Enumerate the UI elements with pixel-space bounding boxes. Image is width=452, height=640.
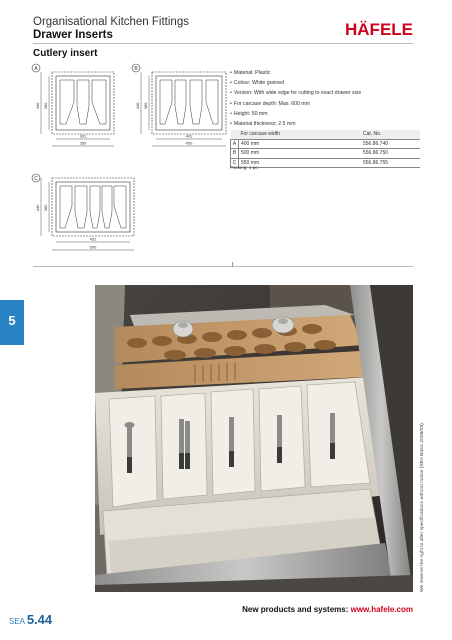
sketch-a-outer-height: 440	[35, 102, 40, 110]
spec-item: • For carcase depth: Max. 600 mm	[230, 99, 361, 109]
page-prefix: SEA	[9, 617, 25, 626]
spec-item: • Version: With wide edge for cutting to exact drawer size	[230, 88, 361, 98]
spec-item: • Height: 50 mm	[230, 109, 361, 119]
sketch-b-inner-height: 380	[143, 102, 148, 110]
sketch-c-outer-width: 500	[89, 244, 97, 250]
table-row-width: 400 mm	[239, 139, 362, 149]
section-divider	[33, 266, 413, 267]
table-row	[231, 149, 421, 159]
brand-logo	[345, 18, 415, 40]
table-row-width: 550 mm	[239, 158, 362, 168]
table-header-width: For carcase width	[239, 130, 362, 139]
product-photo	[95, 285, 413, 592]
table-row-symbol: B	[231, 149, 239, 159]
table-header-row	[231, 130, 421, 139]
sketch-b-outer-width: 450	[185, 140, 193, 146]
sketch-a-label: A	[34, 66, 38, 72]
spec-item: • Colour: White grained	[230, 78, 361, 88]
section-title: Cutlery insert	[33, 48, 98, 59]
order-table	[230, 130, 420, 168]
sketch-b-label: B	[134, 66, 138, 72]
footer-tagline-text: New products and systems:	[242, 605, 349, 614]
spec-item: • Material thickness: 2.5 mm	[230, 119, 361, 129]
sketch-a-inner-height: 380	[43, 102, 48, 110]
sketch-c-outer-height: 440	[35, 204, 40, 212]
header-category: Organisational Kitchen Fittings	[33, 16, 189, 28]
header-divider	[33, 43, 413, 44]
sketch-a-inner-width: 301	[79, 133, 87, 139]
header-title: Drawer Inserts	[33, 29, 113, 41]
footer-tagline	[242, 605, 413, 614]
footer-url[interactable]: www.hafele.com	[350, 605, 413, 614]
packing-note: Packing: 1 pc.	[230, 165, 259, 170]
table-row-symbol: A	[231, 139, 239, 149]
sketch-c	[30, 172, 140, 262]
table-header-cat: Cat. No.	[361, 130, 420, 139]
sketch-b	[130, 62, 230, 152]
sketch-c-inner-width: 451	[89, 236, 97, 242]
table-row-cat: 556.86.755	[361, 158, 420, 168]
sketch-a-outer-width: 350	[79, 140, 87, 146]
page-value: 5.44	[26, 612, 53, 627]
spec-list	[230, 68, 361, 129]
sketch-c-inner-height: 380	[43, 204, 48, 212]
brand-logo-text: HÄFELE	[345, 20, 413, 39]
table-row-symbol: C	[231, 158, 239, 168]
chapter-number: 5	[8, 313, 16, 328]
table-row	[231, 158, 421, 168]
table-row-cat: 556.86.740	[361, 139, 420, 149]
spec-item: • Material: Plastic	[230, 68, 361, 78]
chapter-tab	[0, 300, 24, 345]
disclaimer-note: We reserve the right to alter specifications without notice (SEA Basic 2008/09).	[420, 421, 425, 592]
table-row-width: 500 mm	[239, 149, 362, 159]
sketch-c-label: C	[34, 176, 38, 182]
table-row-cat: 556.86.750	[361, 149, 420, 159]
page-number	[9, 612, 52, 627]
sketch-a	[30, 62, 130, 152]
table-row	[231, 139, 421, 149]
divider-tick	[232, 262, 233, 267]
sketch-b-inner-width: 401	[185, 133, 193, 139]
sketch-b-outer-height: 440	[135, 102, 140, 110]
